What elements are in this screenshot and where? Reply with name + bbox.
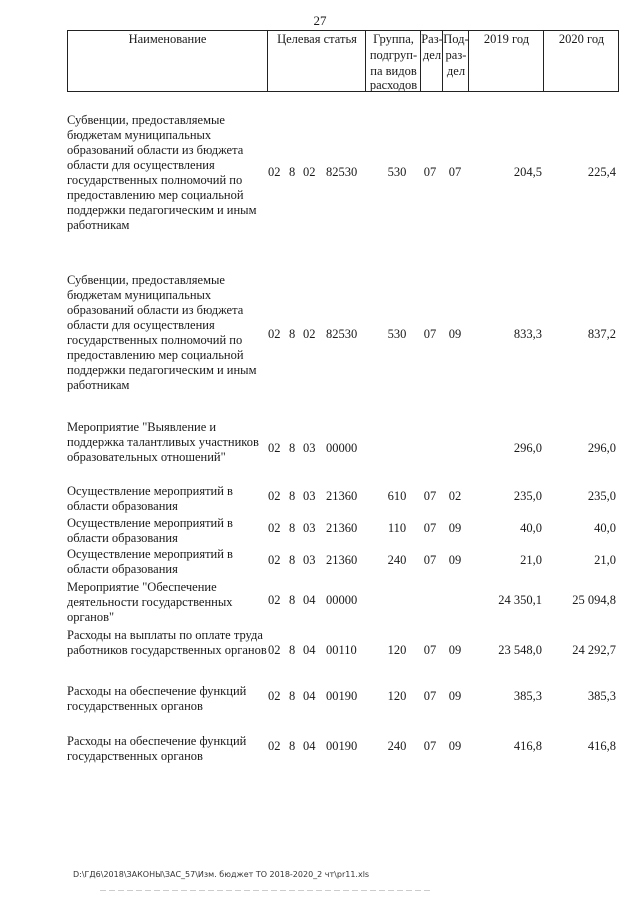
row-code-subprogram: 8 [289, 689, 296, 703]
row-code-event: 04 [303, 689, 316, 703]
header-year-2019 [468, 31, 544, 91]
row-subsection: 09 [448, 739, 462, 753]
row-value-2020: 235,0 [587, 489, 616, 503]
row-code-subprogram: 8 [289, 165, 296, 179]
row-value-2019: 416,8 [513, 739, 542, 753]
row-group: 110 [387, 521, 407, 535]
row-name: Осуществление мероприятий в области образования [67, 547, 233, 576]
row-code-subprogram: 8 [289, 593, 296, 607]
row-group: 530 [387, 165, 407, 179]
row-value-2020: 837,2 [587, 327, 616, 341]
header-year-2020 [543, 31, 619, 91]
row-section: 07 [423, 739, 437, 753]
row-value-2020: 21,0 [594, 553, 616, 567]
row-code-direction: 00190 [326, 739, 358, 753]
row-name: Субвенции, предоставляемые бюджетам муниципальных образований области из бюджета области для осуществления государственных полномочий по предоставлению мер социальной поддержки педагогическим и иным работникам [67, 273, 257, 392]
row-code-program: 02 [268, 441, 281, 455]
header-subsection-line: дел [446, 64, 466, 78]
row-group: 120 [387, 689, 407, 703]
row-code-subprogram: 8 [289, 739, 296, 753]
row-code-program: 02 [268, 521, 281, 535]
row-name: Осуществление мероприятий в области образования [67, 484, 233, 513]
header-year-2020-text: 2020 год [558, 32, 605, 46]
row-name: Мероприятие "Обеспечение деятельности государственных органов" [67, 580, 233, 624]
row-value-2020: 25 094,8 [572, 593, 616, 607]
header-target-item-text: Целевая статья [277, 32, 357, 46]
header-section-line: дел [422, 48, 442, 62]
row-section: 07 [423, 165, 437, 179]
header-group-line: расходов [369, 78, 418, 92]
row-subsection: 07 [448, 165, 462, 179]
row-section: 07 [423, 553, 437, 567]
row-name: Субвенции, предоставляемые бюджетам муниципальных образований области из бюджета области для осуществления государственных полномочий по предоставлению мер социальной поддержки педагогическим и иным работникам [67, 113, 257, 232]
row-section: 07 [423, 489, 437, 503]
row-code-direction: 00000 [326, 441, 358, 455]
scan-artifact-line [100, 890, 430, 891]
table-header [67, 30, 619, 92]
row-value-2020: 296,0 [587, 441, 616, 455]
row-code-direction: 21360 [326, 489, 358, 503]
row-subsection: 09 [448, 643, 462, 657]
row-code-event: 03 [303, 489, 316, 503]
row-name: Осуществление мероприятий в области образования [67, 516, 233, 545]
row-section: 07 [423, 643, 437, 657]
row-code-event: 03 [303, 441, 316, 455]
row-code-event: 04 [303, 643, 316, 657]
row-code-direction: 21360 [326, 553, 358, 567]
row-subsection: 09 [448, 689, 462, 703]
header-group-line: па видов [370, 64, 417, 78]
row-code-subprogram: 8 [289, 489, 296, 503]
header-subsection [442, 31, 469, 91]
row-code-program: 02 [268, 739, 281, 753]
row-code-program: 02 [268, 327, 281, 341]
row-subsection: 09 [448, 521, 462, 535]
header-subsection-line: Под- [443, 32, 469, 46]
header-group-line: Группа, [373, 32, 414, 46]
row-code-program: 02 [268, 165, 281, 179]
row-value-2019: 235,0 [513, 489, 542, 503]
row-code-event: 02 [303, 165, 316, 179]
header-year-2019-text: 2019 год [483, 32, 530, 46]
row-code-event: 02 [303, 327, 316, 341]
header-section-line: Раз- [421, 32, 443, 46]
row-value-2020: 416,8 [587, 739, 616, 753]
row-value-2020: 225,4 [587, 165, 616, 179]
row-code-program: 02 [268, 593, 281, 607]
row-code-program: 02 [268, 689, 281, 703]
row-subsection: 02 [448, 489, 462, 503]
row-code-direction: 00000 [326, 593, 358, 607]
row-value-2019: 24 350,1 [498, 593, 542, 607]
row-value-2020: 24 292,7 [572, 643, 616, 657]
row-name: Расходы на выплаты по оплате труда работников государственных органов [67, 628, 267, 657]
row-code-direction: 00110 [326, 643, 357, 657]
row-group: 120 [387, 643, 407, 657]
row-group: 530 [387, 327, 407, 341]
header-section [420, 31, 443, 91]
page-number: 27 [313, 13, 327, 28]
header-group-line: подгруп- [369, 48, 418, 62]
row-subsection: 09 [448, 327, 462, 341]
header-target-item [267, 31, 366, 91]
row-value-2020: 385,3 [587, 689, 616, 703]
row-group: 610 [387, 489, 407, 503]
header-group [365, 31, 421, 91]
row-section: 07 [423, 521, 437, 535]
row-code-direction: 82530 [326, 327, 358, 341]
row-section: 07 [423, 327, 437, 341]
row-code-subprogram: 8 [289, 327, 296, 341]
row-value-2019: 40,0 [520, 521, 542, 535]
footer-file-path: D:\ГД6\2018\ЗАКОНЫ\ЗАС_57\Изм. бюджет ТО 2018-2020_2 чт\pr11.xls [73, 870, 370, 879]
row-name: Мероприятие "Выявление и поддержка талантливых участников образовательных отношений" [67, 420, 259, 464]
row-code-subprogram: 8 [289, 521, 296, 535]
row-section: 07 [423, 689, 437, 703]
row-code-direction: 21360 [326, 521, 358, 535]
row-code-subprogram: 8 [289, 553, 296, 567]
row-value-2019: 204,5 [513, 165, 542, 179]
row-code-subprogram: 8 [289, 643, 296, 657]
row-code-program: 02 [268, 489, 281, 503]
header-subsection-line: раз- [445, 48, 467, 62]
row-value-2019: 833,3 [513, 327, 542, 341]
header-name [68, 31, 267, 91]
row-group: 240 [387, 739, 407, 753]
row-name: Расходы на обеспечение функций государственных органов [67, 734, 247, 763]
row-value-2019: 296,0 [513, 441, 542, 455]
row-code-direction: 00190 [326, 689, 358, 703]
row-subsection: 09 [448, 553, 462, 567]
row-name: Расходы на обеспечение функций государственных органов [67, 684, 247, 713]
row-value-2019: 385,3 [513, 689, 542, 703]
row-code-program: 02 [268, 643, 281, 657]
row-code-program: 02 [268, 553, 281, 567]
row-code-subprogram: 8 [289, 441, 296, 455]
row-code-event: 03 [303, 553, 316, 567]
row-value-2019: 23 548,0 [498, 643, 542, 657]
header-name-text: Наименование [128, 32, 207, 46]
row-code-direction: 82530 [326, 165, 358, 179]
row-code-event: 03 [303, 521, 316, 535]
row-value-2020: 40,0 [594, 521, 616, 535]
row-value-2019: 21,0 [520, 553, 542, 567]
row-code-event: 04 [303, 739, 316, 753]
row-code-event: 04 [303, 593, 316, 607]
row-group: 240 [387, 553, 407, 567]
